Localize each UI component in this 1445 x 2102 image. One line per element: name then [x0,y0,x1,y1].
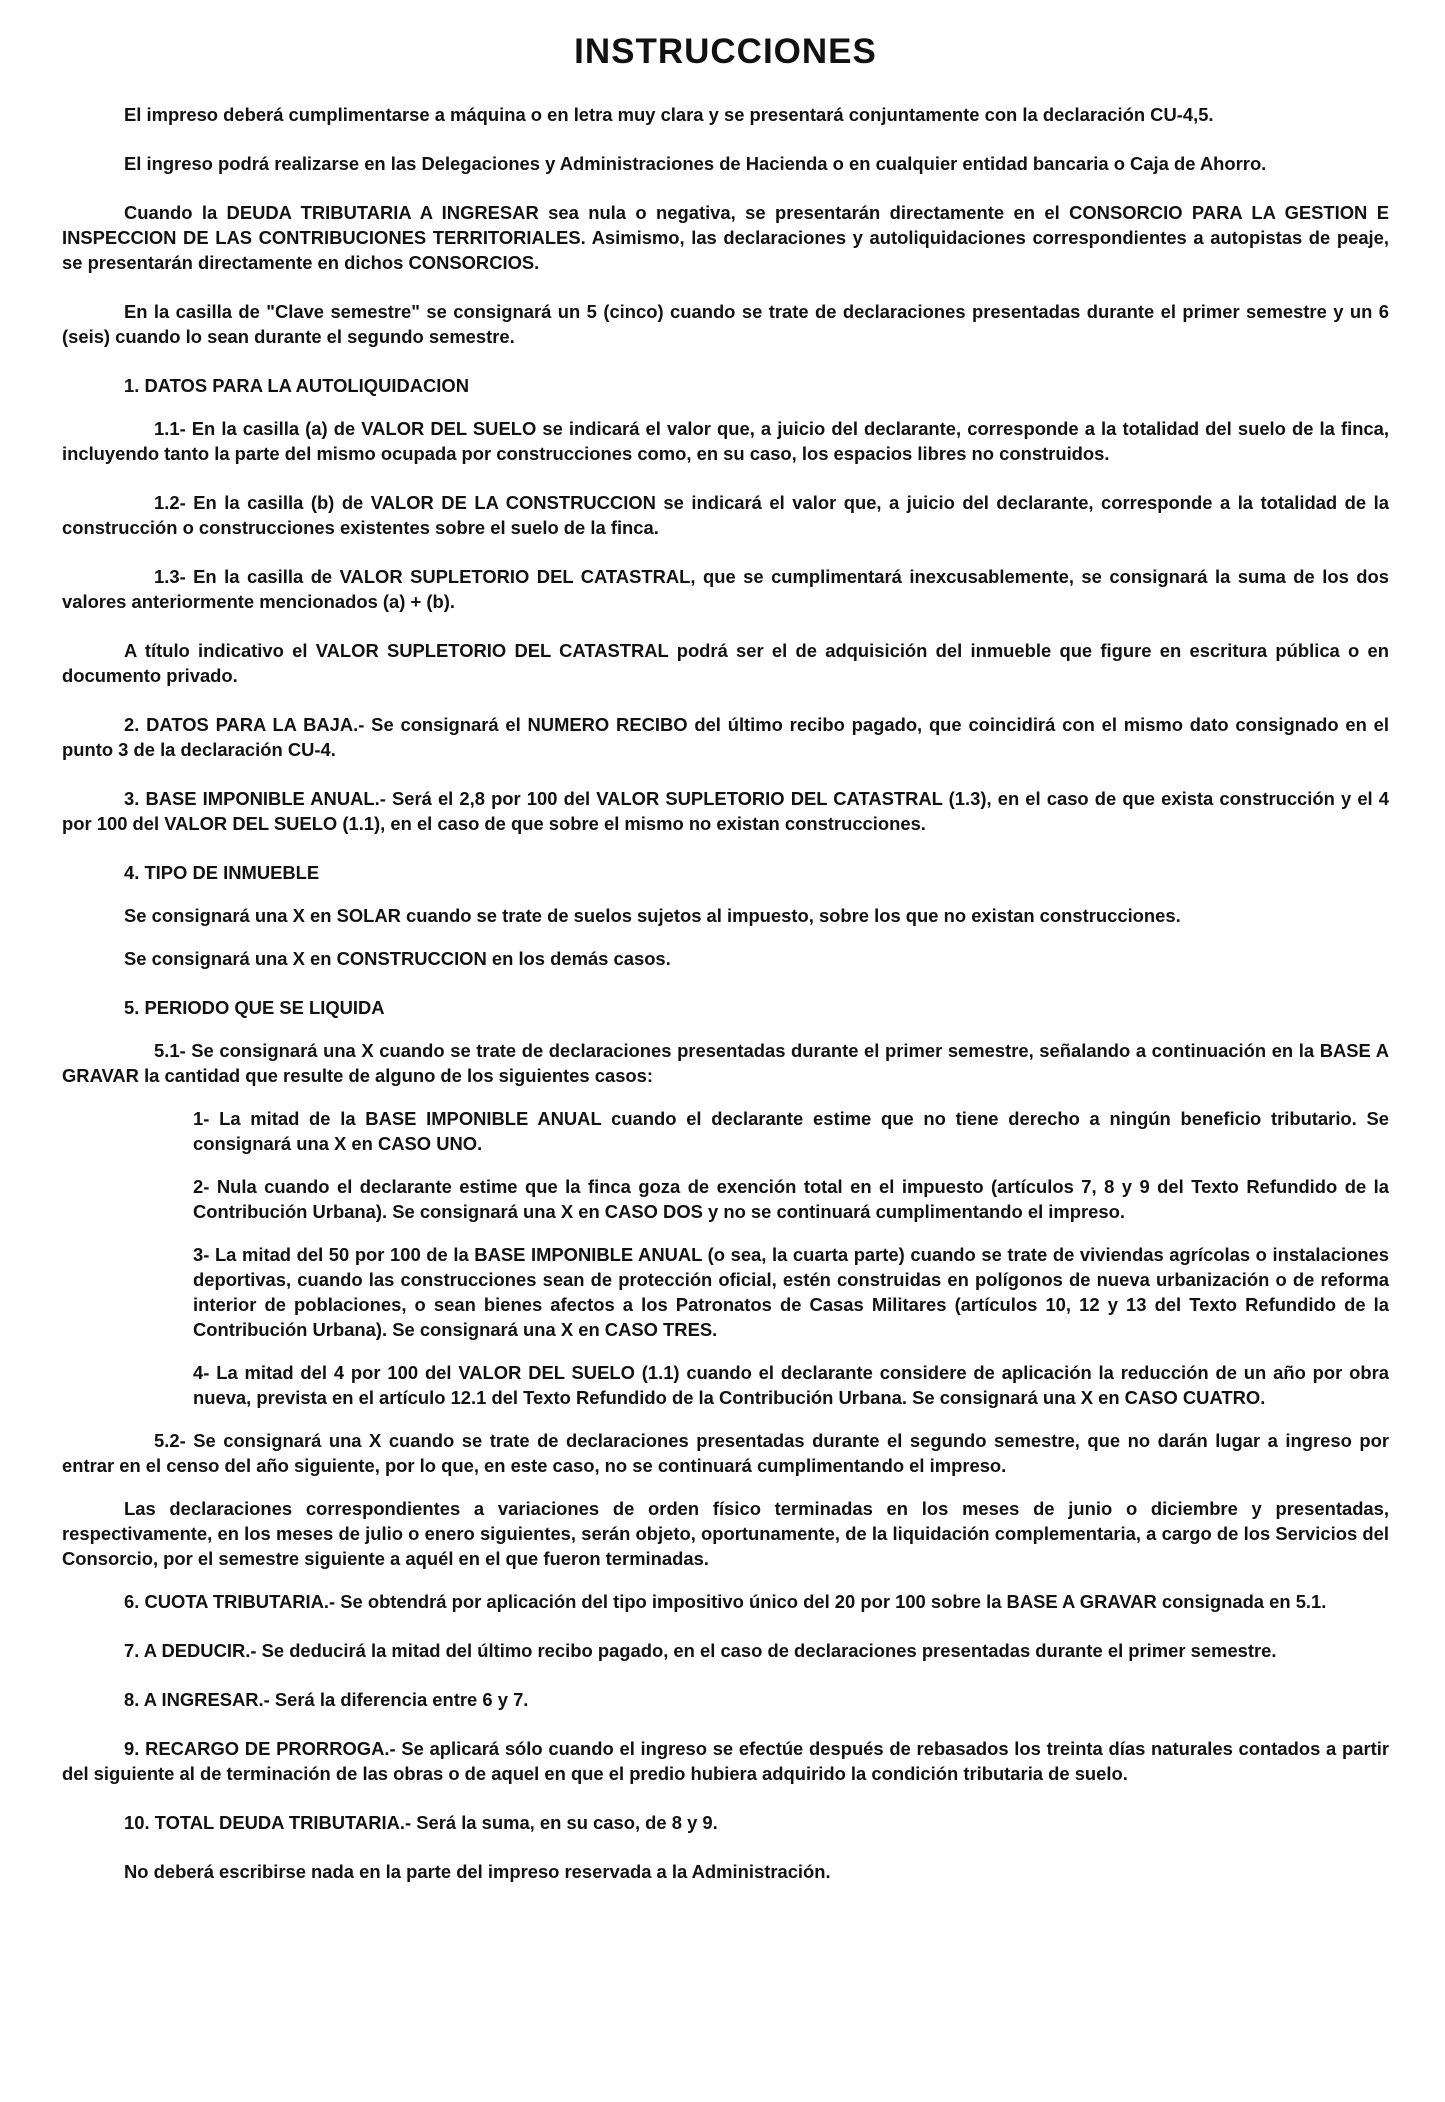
section-10: 10. TOTAL DEUDA TRIBUTARIA.- Será la suma, en su caso, de 8 y 9. [124,1812,718,1833]
section-4-construccion: Se consignará una X en CONSTRUCCION en los demás casos. [124,948,671,969]
section-5-variations: Las declaraciones correspondientes a variaciones de orden físico terminadas en los meses de junio o diciembre y presentadas, respectivamente, en los meses de julio o enero siguientes, serán objeto, oportunamente, de la liquidación complementaria, a cargo de los Servicios del Consorcio, por el semestre siguiente a aquél en el que fueron terminadas. [62,1498,1389,1569]
case-2: 2- Nula cuando el declarante estime que la finca goza de exención total en el impuesto (artículos 7, 8 y 9 del Texto Refundido de la Contribución Urbana). Se consignará una X en CASO DOS y no se continuará cumplimentando el impreso. [193,1176,1389,1222]
case-4: 4- La mitad del 4 por 100 del VALOR DEL SUELO (1.1) cuando el declarante considere de aplicación la reducción de un año por obra nueva, prevista en el artículo 12.1 del Texto Refundido de la Contribución Urbana. Se consignará una X en CASO CUATRO. [193,1362,1389,1408]
section-5-heading: 5. PERIODO QUE SE LIQUIDA [124,997,385,1018]
section-4-heading: 4. TIPO DE INMUEBLE [124,862,320,883]
intro-paragraph-2: El ingreso podrá realizarse en las Delegaciones y Administraciones de Hacienda o en cualquier entidad bancaria o Caja de Ahorro. [124,153,1267,174]
section-1-3: 1.3- En la casilla de VALOR SUPLETORIO DEL CATASTRAL, que se cumplimentará inexcusablemente, se consignará la suma de los dos valores anteriormente mencionados (a) + (b). [62,566,1389,612]
section-7: 7. A DEDUCIR.- Se deducirá la mitad del último recibo pagado, en el caso de declaraciones presentadas durante el primer semestre. [124,1640,1277,1661]
closing-note: No deberá escribirse nada en la parte del impreso reservada a la Administración. [124,1861,831,1882]
case-3: 3- La mitad del 50 por 100 de la BASE IMPONIBLE ANUAL (o sea, la cuarta parte) cuando se trate de viviendas agrícolas o instalaciones deportivas, cuando las construcciones sean de protección oficial, estén construidas en polígonos de nueva urbanización o de reforma interior de poblaciones, o sean bienes afectos a los Patronatos de Casas Militares (artículos 10, 12 y 13 del Texto Refundido de la Contribución Urbana). Se consignará una X en CASO TRES. [193,1244,1389,1340]
intro-paragraph-1: El impreso deberá cumplimentarse a máquina o en letra muy clara y se presentará conjuntamente con la declaración CU-4,5. [124,104,1214,125]
section-6: 6. CUOTA TRIBUTARIA.- Se obtendrá por aplicación del tipo impositivo único del 20 por 100 sobre la BASE A GRAVAR consignada en 5.1. [124,1591,1327,1612]
section-4-solar: Se consignará una X en SOLAR cuando se trate de suelos sujetos al impuesto, sobre los que no existan construcciones. [124,905,1181,926]
section-8: 8. A INGRESAR.- Será la diferencia entre 6 y 7. [124,1689,529,1710]
section-5-1: 5.1- Se consignará una X cuando se trate de declaraciones presentadas durante el primer semestre, señalando a continuación en la BASE A GRAVAR la cantidad que resulte de alguno de los siguientes casos: [62,1040,1389,1086]
section-1-1: 1.1- En la casilla (a) de VALOR DEL SUELO se indicará el valor que, a juicio del declarante, corresponde a la totalidad del suelo de la finca, incluyendo tanto la parte del mismo ocupada por construcciones como, en su caso, los espacios libres no construidos. [62,418,1389,464]
section-3: 3. BASE IMPONIBLE ANUAL.- Será el 2,8 por 100 del VALOR SUPLETORIO DEL CATASTRAL (1.3), en el caso de que exista construcción y el 4 por 100 del VALOR DEL SUELO (1.1), en el caso de que sobre el mismo no existan construcciones. [62,788,1389,834]
section-1-note: A título indicativo el VALOR SUPLETORIO DEL CATASTRAL podrá ser el de adquisición del inmueble que figure en escritura pública o en documento privado. [62,640,1389,686]
section-2: 2. DATOS PARA LA BAJA.- Se consignará el NUMERO RECIBO del último recibo pagado, que coincidirá con el mismo dato consignado en el punto 3 de la declaración CU-4. [62,714,1389,760]
section-1-2: 1.2- En la casilla (b) de VALOR DE LA CONSTRUCCION se indicará el valor que, a juicio del declarante, corresponde a la totalidad de la construcción o construcciones existentes sobre el suelo de la finca. [62,492,1389,538]
section-9: 9. RECARGO DE PRORROGA.- Se aplicará sólo cuando el ingreso se efectúe después de rebasados los treinta días naturales contados a partir del siguiente al de terminación de las obras o de aquel en que el predio hubiera adquirido la condición tributaria de suelo. [62,1738,1389,1784]
case-1: 1- La mitad de la BASE IMPONIBLE ANUAL cuando el declarante estime que no tiene derecho a ningún beneficio tributario. Se consignará una X en CASO UNO. [193,1108,1389,1154]
intro-paragraph-4: En la casilla de "Clave semestre" se consignará un 5 (cinco) cuando se trate de declaraciones presentadas durante el primer semestre y un 6 (seis) cuando lo sean durante el segundo semestre. [62,301,1389,347]
section-1-heading: 1. DATOS PARA LA AUTOLIQUIDACION [124,375,470,396]
intro-paragraph-3: Cuando la DEUDA TRIBUTARIA A INGRESAR sea nula o negativa, se presentarán directamente en el CONSORCIO PARA LA GESTION E INSPECCION DE LAS CONTRIBUCIONES TERRITORIALES. Asimismo, las declaraciones y autoliquidaciones correspondientes a autopistas de peaje, se presentarán directamente en dichos CONSORCIOS. [62,202,1389,273]
page-title: INSTRUCCIONES [574,32,877,71]
section-5-2: 5.2- Se consignará una X cuando se trate de declaraciones presentadas durante el segundo semestre, que no darán lugar a ingreso por entrar en el censo del año siguiente, por lo que, en este caso, no se continuará cumplimentando el impreso. [62,1430,1389,1476]
